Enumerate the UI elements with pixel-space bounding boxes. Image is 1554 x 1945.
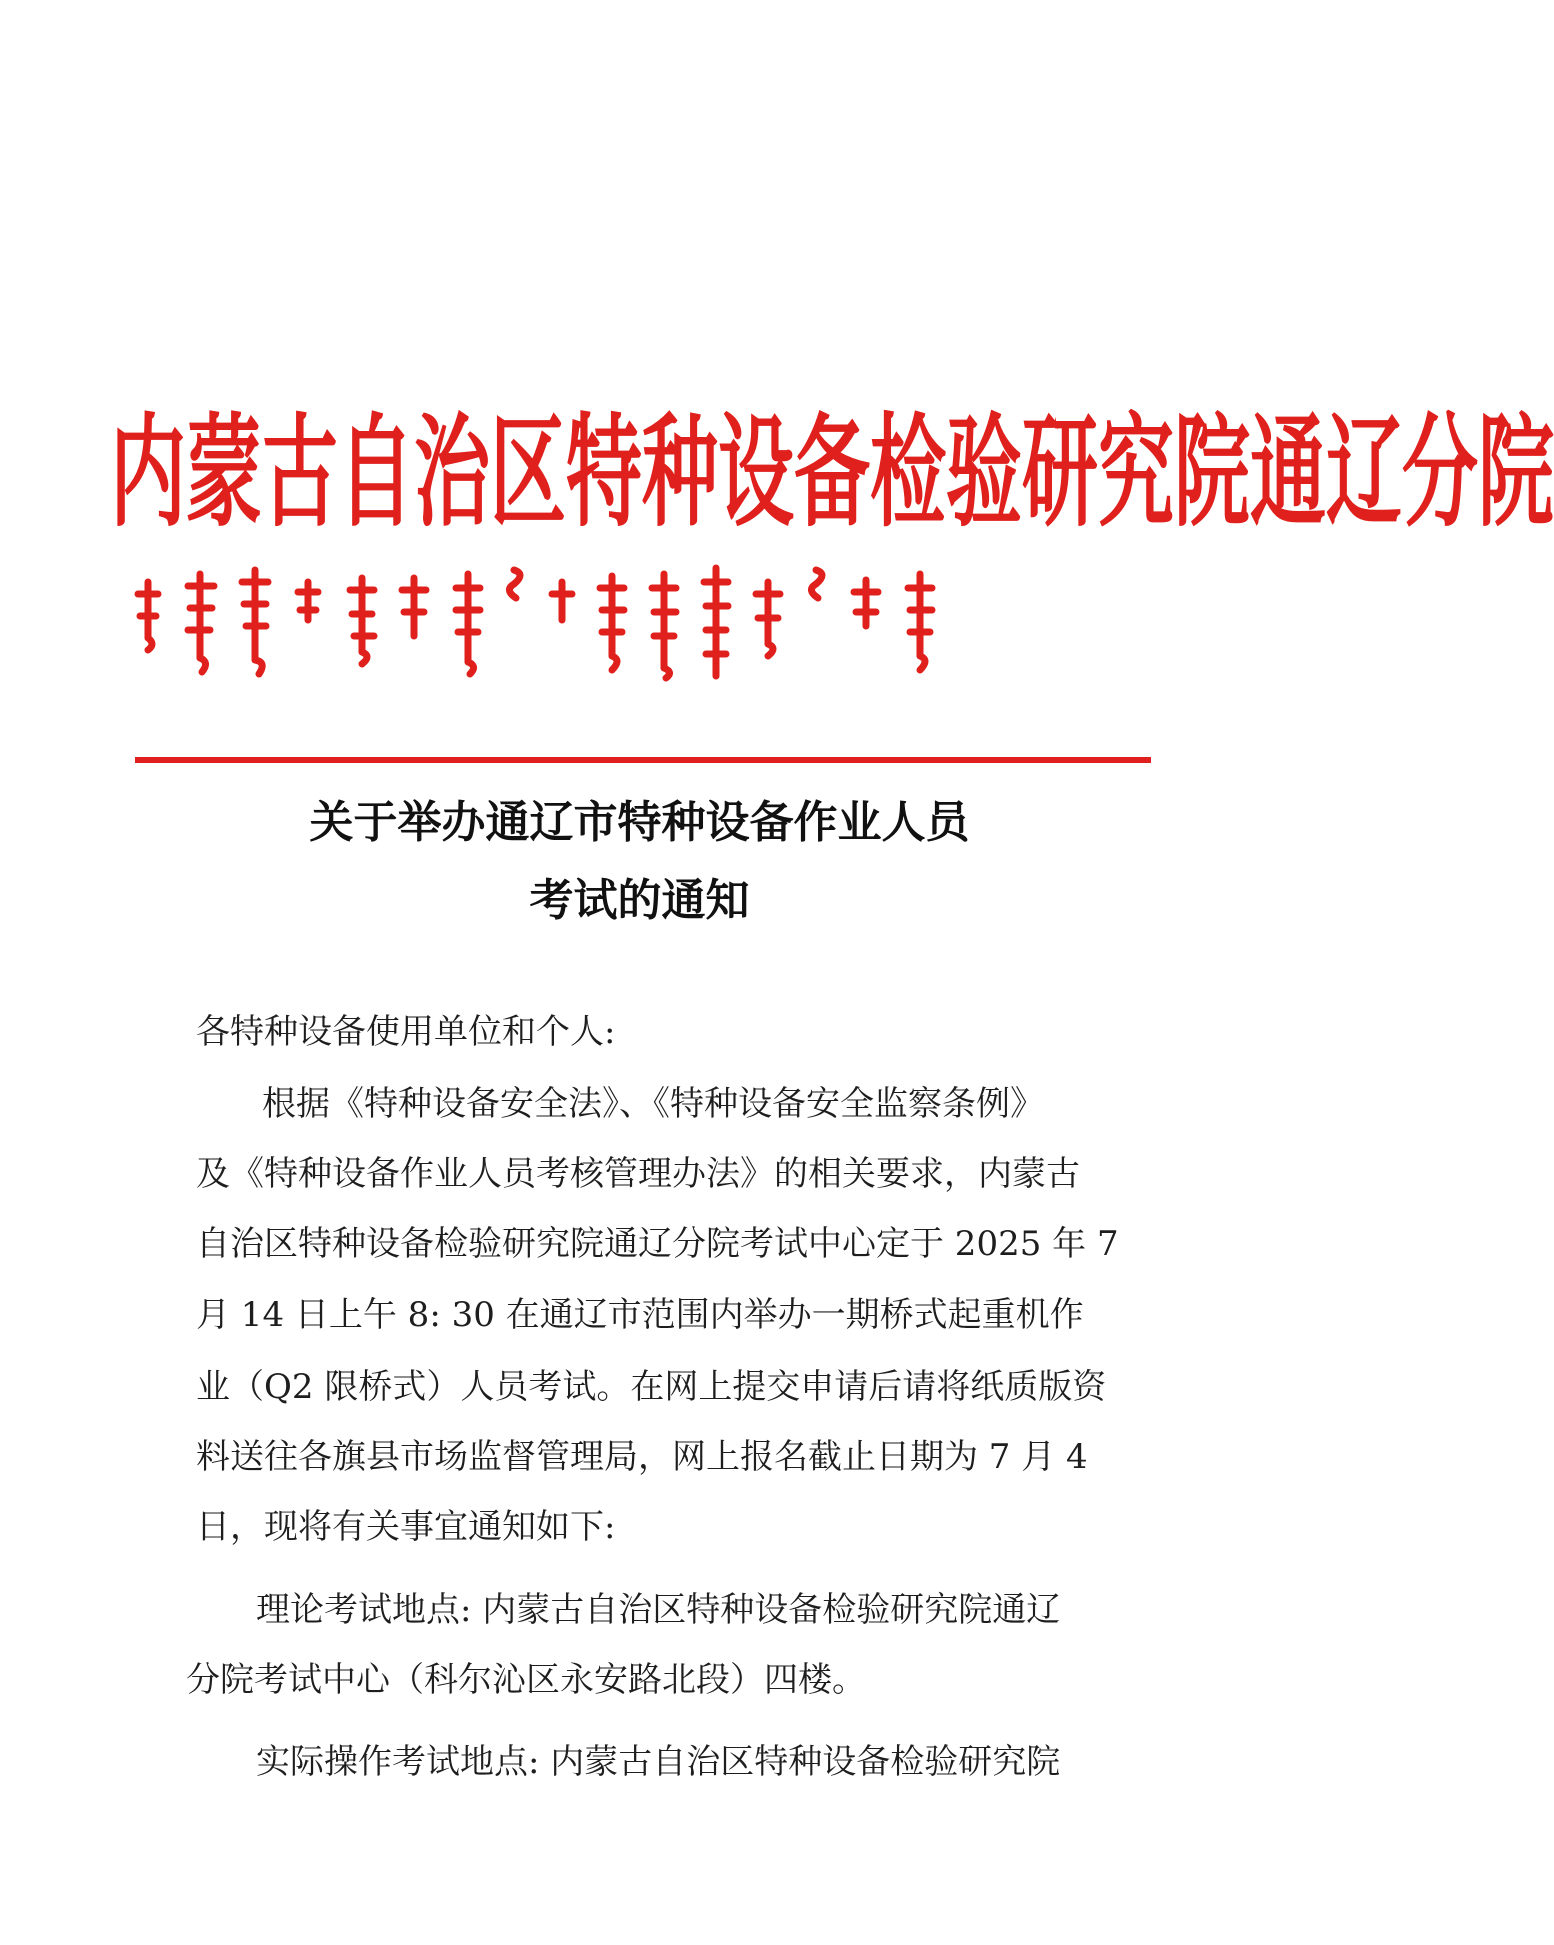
paragraph-line: 业（Q2 限桥式）人员考试。在网上提交申请后请将纸质版资 [196, 1367, 1107, 1407]
header-divider-rule [135, 757, 1151, 763]
paragraph-line: 月 14 日上午 8: 30 在通辽市范围内举办一期桥式起重机作 [196, 1295, 1084, 1335]
notice-title-line-1: 关于举办通辽市特种设备作业人员 [309, 797, 970, 848]
salutation: 各特种设备使用单位和个人: [196, 1012, 616, 1052]
practical-location-line: 实际操作考试地点: 内蒙古自治区特种设备检验研究院 [256, 1742, 1061, 1782]
paragraph-line: 及《特种设备作业人员考核管理办法》的相关要求，内蒙古 [196, 1154, 1080, 1194]
mongolian-script-glyphs [130, 560, 1150, 680]
mongolian-script-title [130, 560, 1150, 680]
notice-title-line-2: 考试的通知 [529, 875, 750, 926]
paragraph-line: 自治区特种设备检验研究院通辽分院考试中心定于 2025 年 7 [196, 1224, 1119, 1264]
paragraph-line: 日，现将有关事宜通知如下: [196, 1507, 616, 1547]
paragraph-line: 根据《特种设备安全法》、《特种设备安全监察条例》 [262, 1084, 1044, 1124]
organization-title: 内蒙古自治区特种设备检验研究院通辽分院 [110, 401, 1554, 544]
theory-location-line: 分院考试中心（科尔沁区永安路北段）四楼。 [186, 1660, 866, 1700]
paragraph-line: 料送往各旗县市场监督管理局，网上报名截止日期为 7 月 4 [196, 1437, 1088, 1477]
theory-location-line: 理论考试地点: 内蒙古自治区特种设备检验研究院通辽 [256, 1590, 1061, 1630]
